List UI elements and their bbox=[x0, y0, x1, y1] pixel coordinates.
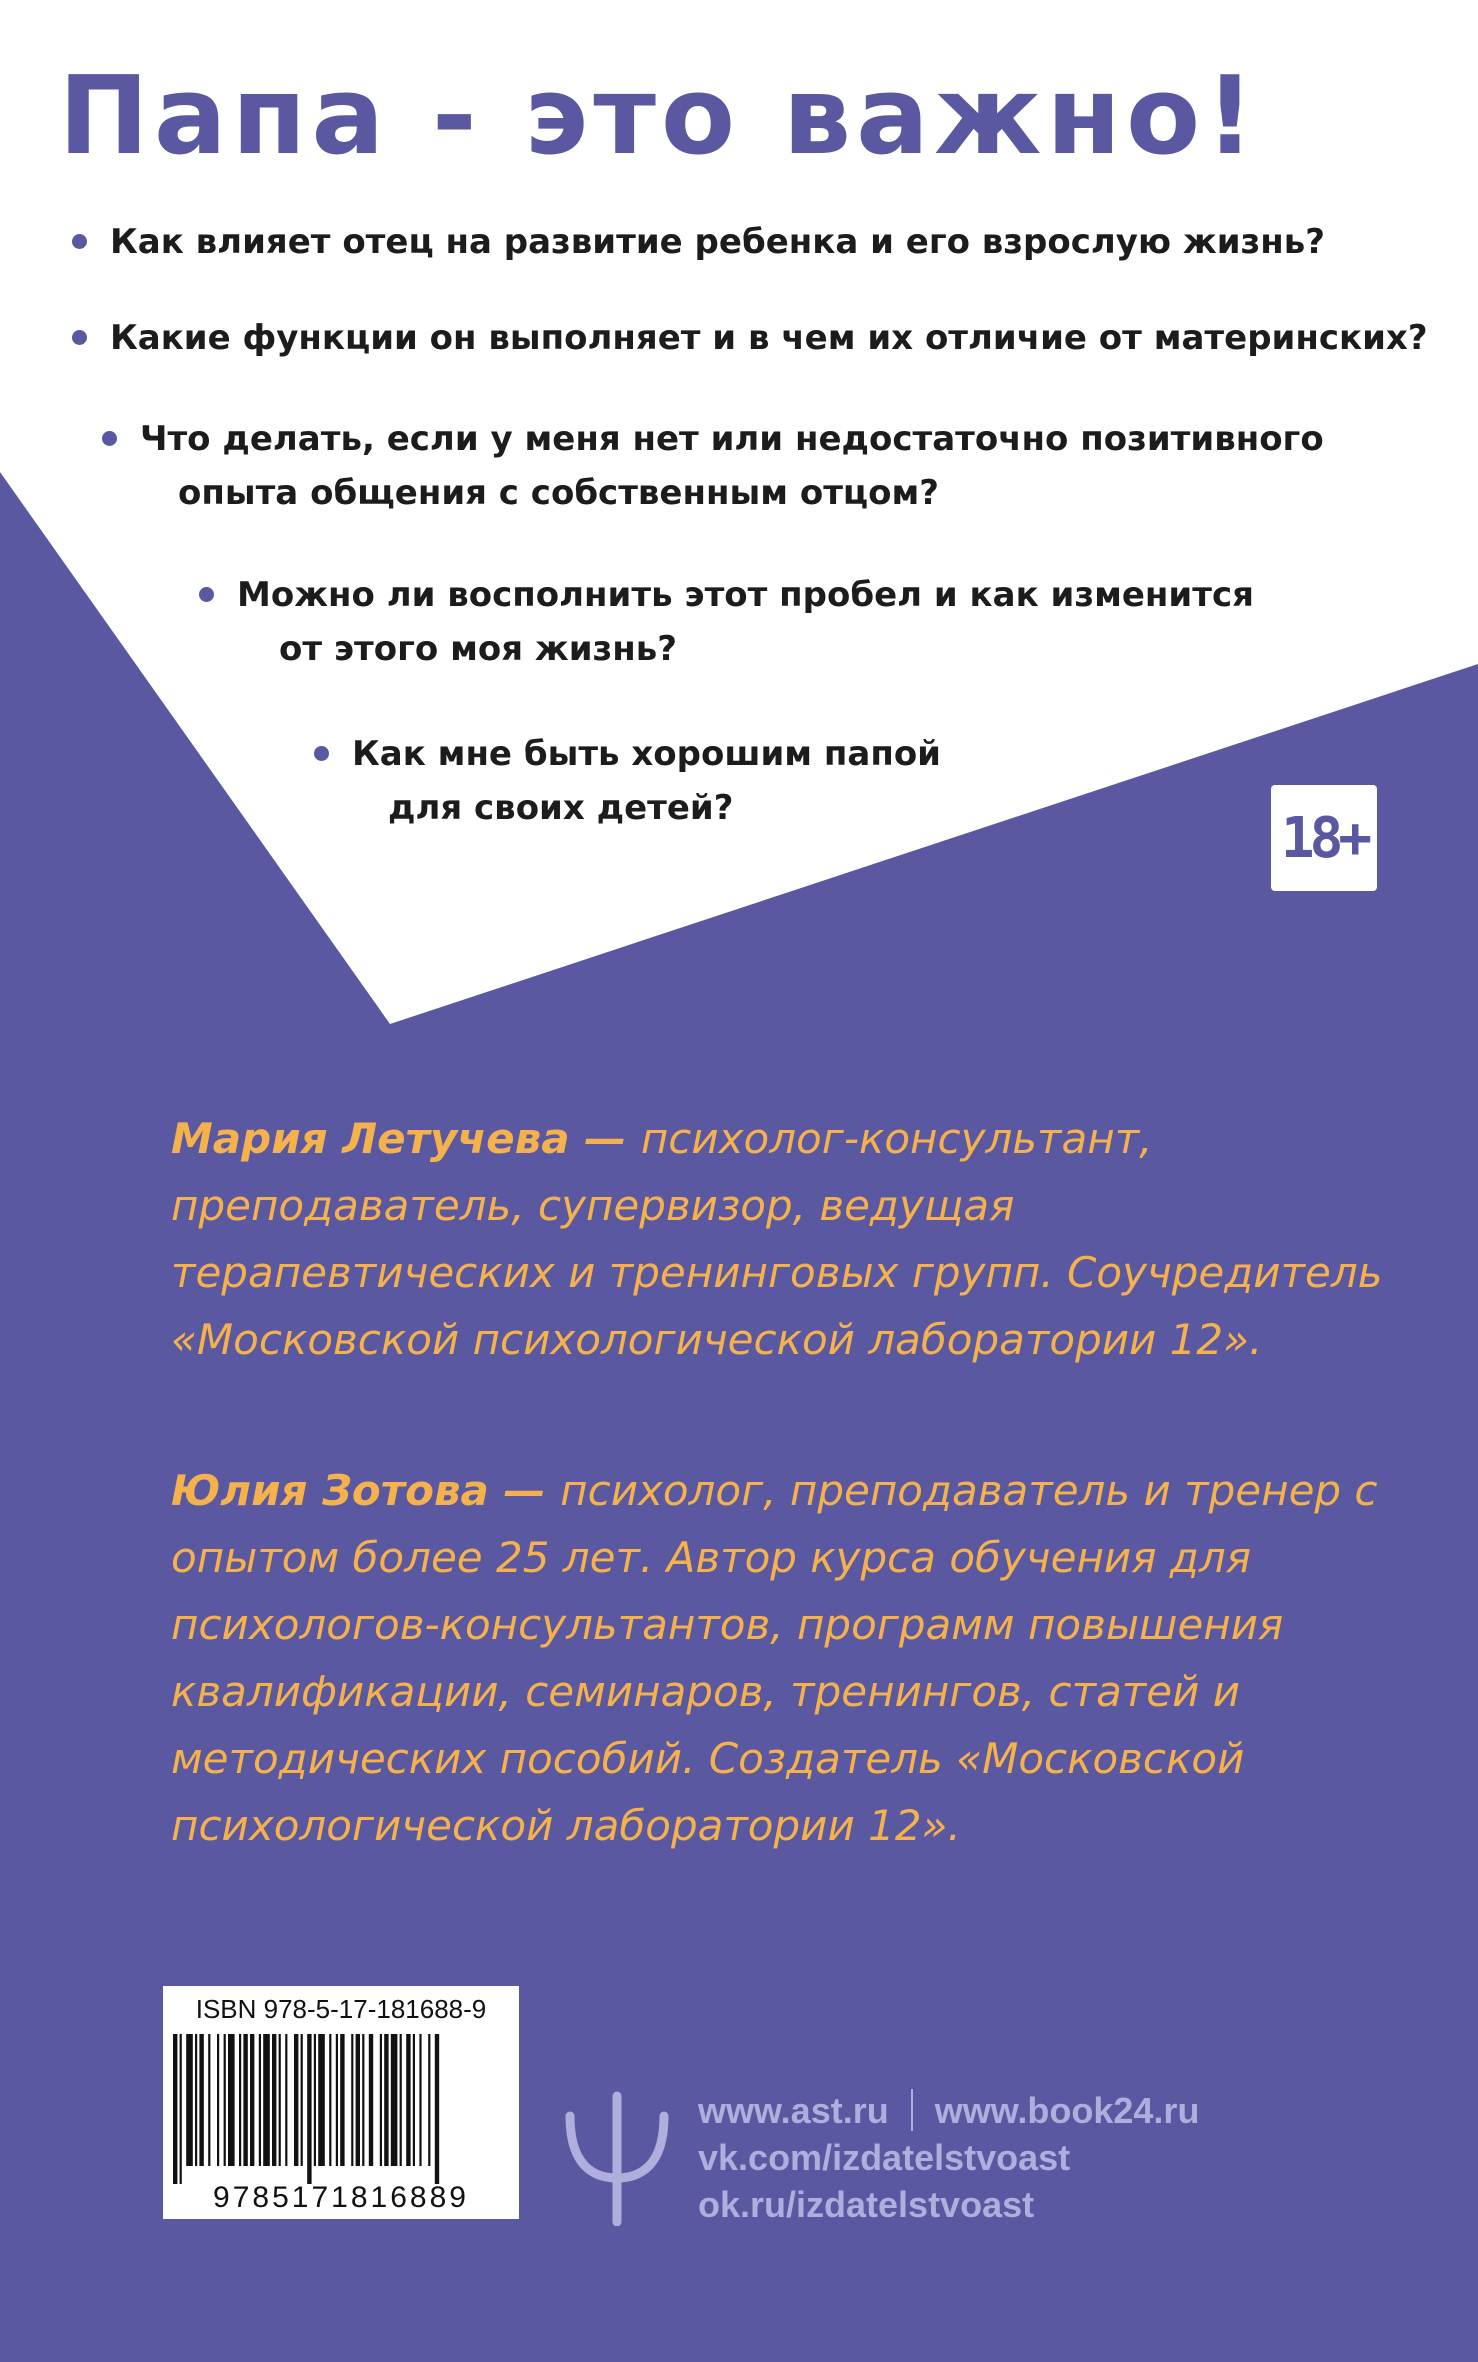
bullet-dot-icon bbox=[72, 330, 87, 345]
question-text-line2: от этого моя жизнь? bbox=[279, 629, 678, 669]
bullet-dot-icon bbox=[314, 746, 329, 761]
question-item bbox=[110, 311, 1428, 365]
barcode-icon bbox=[173, 2034, 509, 2184]
question-text: Что делать, если у меня нет или недостаточно позитивного bbox=[140, 419, 1324, 459]
author-bio bbox=[171, 1457, 1401, 1859]
publisher-links bbox=[698, 2087, 1199, 2228]
question-item bbox=[140, 412, 1324, 520]
link-vk[interactable]: vk.com/izdatelstvoast bbox=[698, 2137, 1071, 2178]
psi-logo-icon bbox=[562, 2086, 672, 2226]
author-dash: — bbox=[569, 1114, 641, 1163]
question-text: Какие функции он выполняет и в чем их отличие от материнских? bbox=[110, 318, 1428, 358]
question-text: Как влияет отец на развитие ребенка и его взрослую жизнь? bbox=[110, 222, 1325, 262]
link-ok[interactable]: ok.ru/izdatelstvoast bbox=[698, 2184, 1035, 2225]
bullet-dot-icon bbox=[199, 587, 214, 602]
author-description: психолог, преподаватель и тренер с опытом более 25 лет. Автор курса обучения для психологов-консультантов, программ повышения квалификации, семинаров, тренингов, статей и методических пособий. Создатель «Московской психологической лаборатории 12». bbox=[171, 1466, 1378, 1850]
question-item bbox=[110, 215, 1325, 269]
question-text-line2: опыта общения с собственным отцом? bbox=[178, 473, 939, 513]
author-name: Юлия Зотова bbox=[171, 1466, 489, 1515]
link-book24[interactable]: www.book24.ru bbox=[934, 2090, 1200, 2131]
link-ast[interactable]: www.ast.ru bbox=[698, 2090, 889, 2131]
question-item bbox=[237, 568, 1254, 676]
author-bio bbox=[171, 1105, 1401, 1373]
question-text-line2: для своих детей? bbox=[388, 788, 734, 828]
question-text: Как мне быть хорошим папой bbox=[352, 734, 942, 774]
author-dash: — bbox=[488, 1466, 561, 1515]
page-title: Папа - это важно! bbox=[58, 54, 1260, 179]
question-text: Можно ли восполнить этот пробел и как изменится bbox=[237, 575, 1254, 615]
author-description: психолог-консультант, преподаватель, супервизор, ведущая терапевтических и тренинговых групп. Соучредитель «Московской психологической лаборатории 12». bbox=[171, 1114, 1383, 1364]
bullet-dot-icon bbox=[72, 234, 87, 249]
barcode-block bbox=[163, 1986, 519, 2219]
barcode-digits: 9785171816889 bbox=[213, 2181, 469, 2214]
question-item bbox=[352, 727, 941, 835]
isbn-label: ISBN 978-5-17-181688-9 bbox=[195, 1994, 487, 2024]
link-separator bbox=[911, 2089, 913, 2131]
age-rating-badge: 18+ bbox=[1271, 785, 1377, 891]
author-name: Мария Летучева bbox=[171, 1114, 570, 1163]
bullet-dot-icon bbox=[102, 431, 117, 446]
